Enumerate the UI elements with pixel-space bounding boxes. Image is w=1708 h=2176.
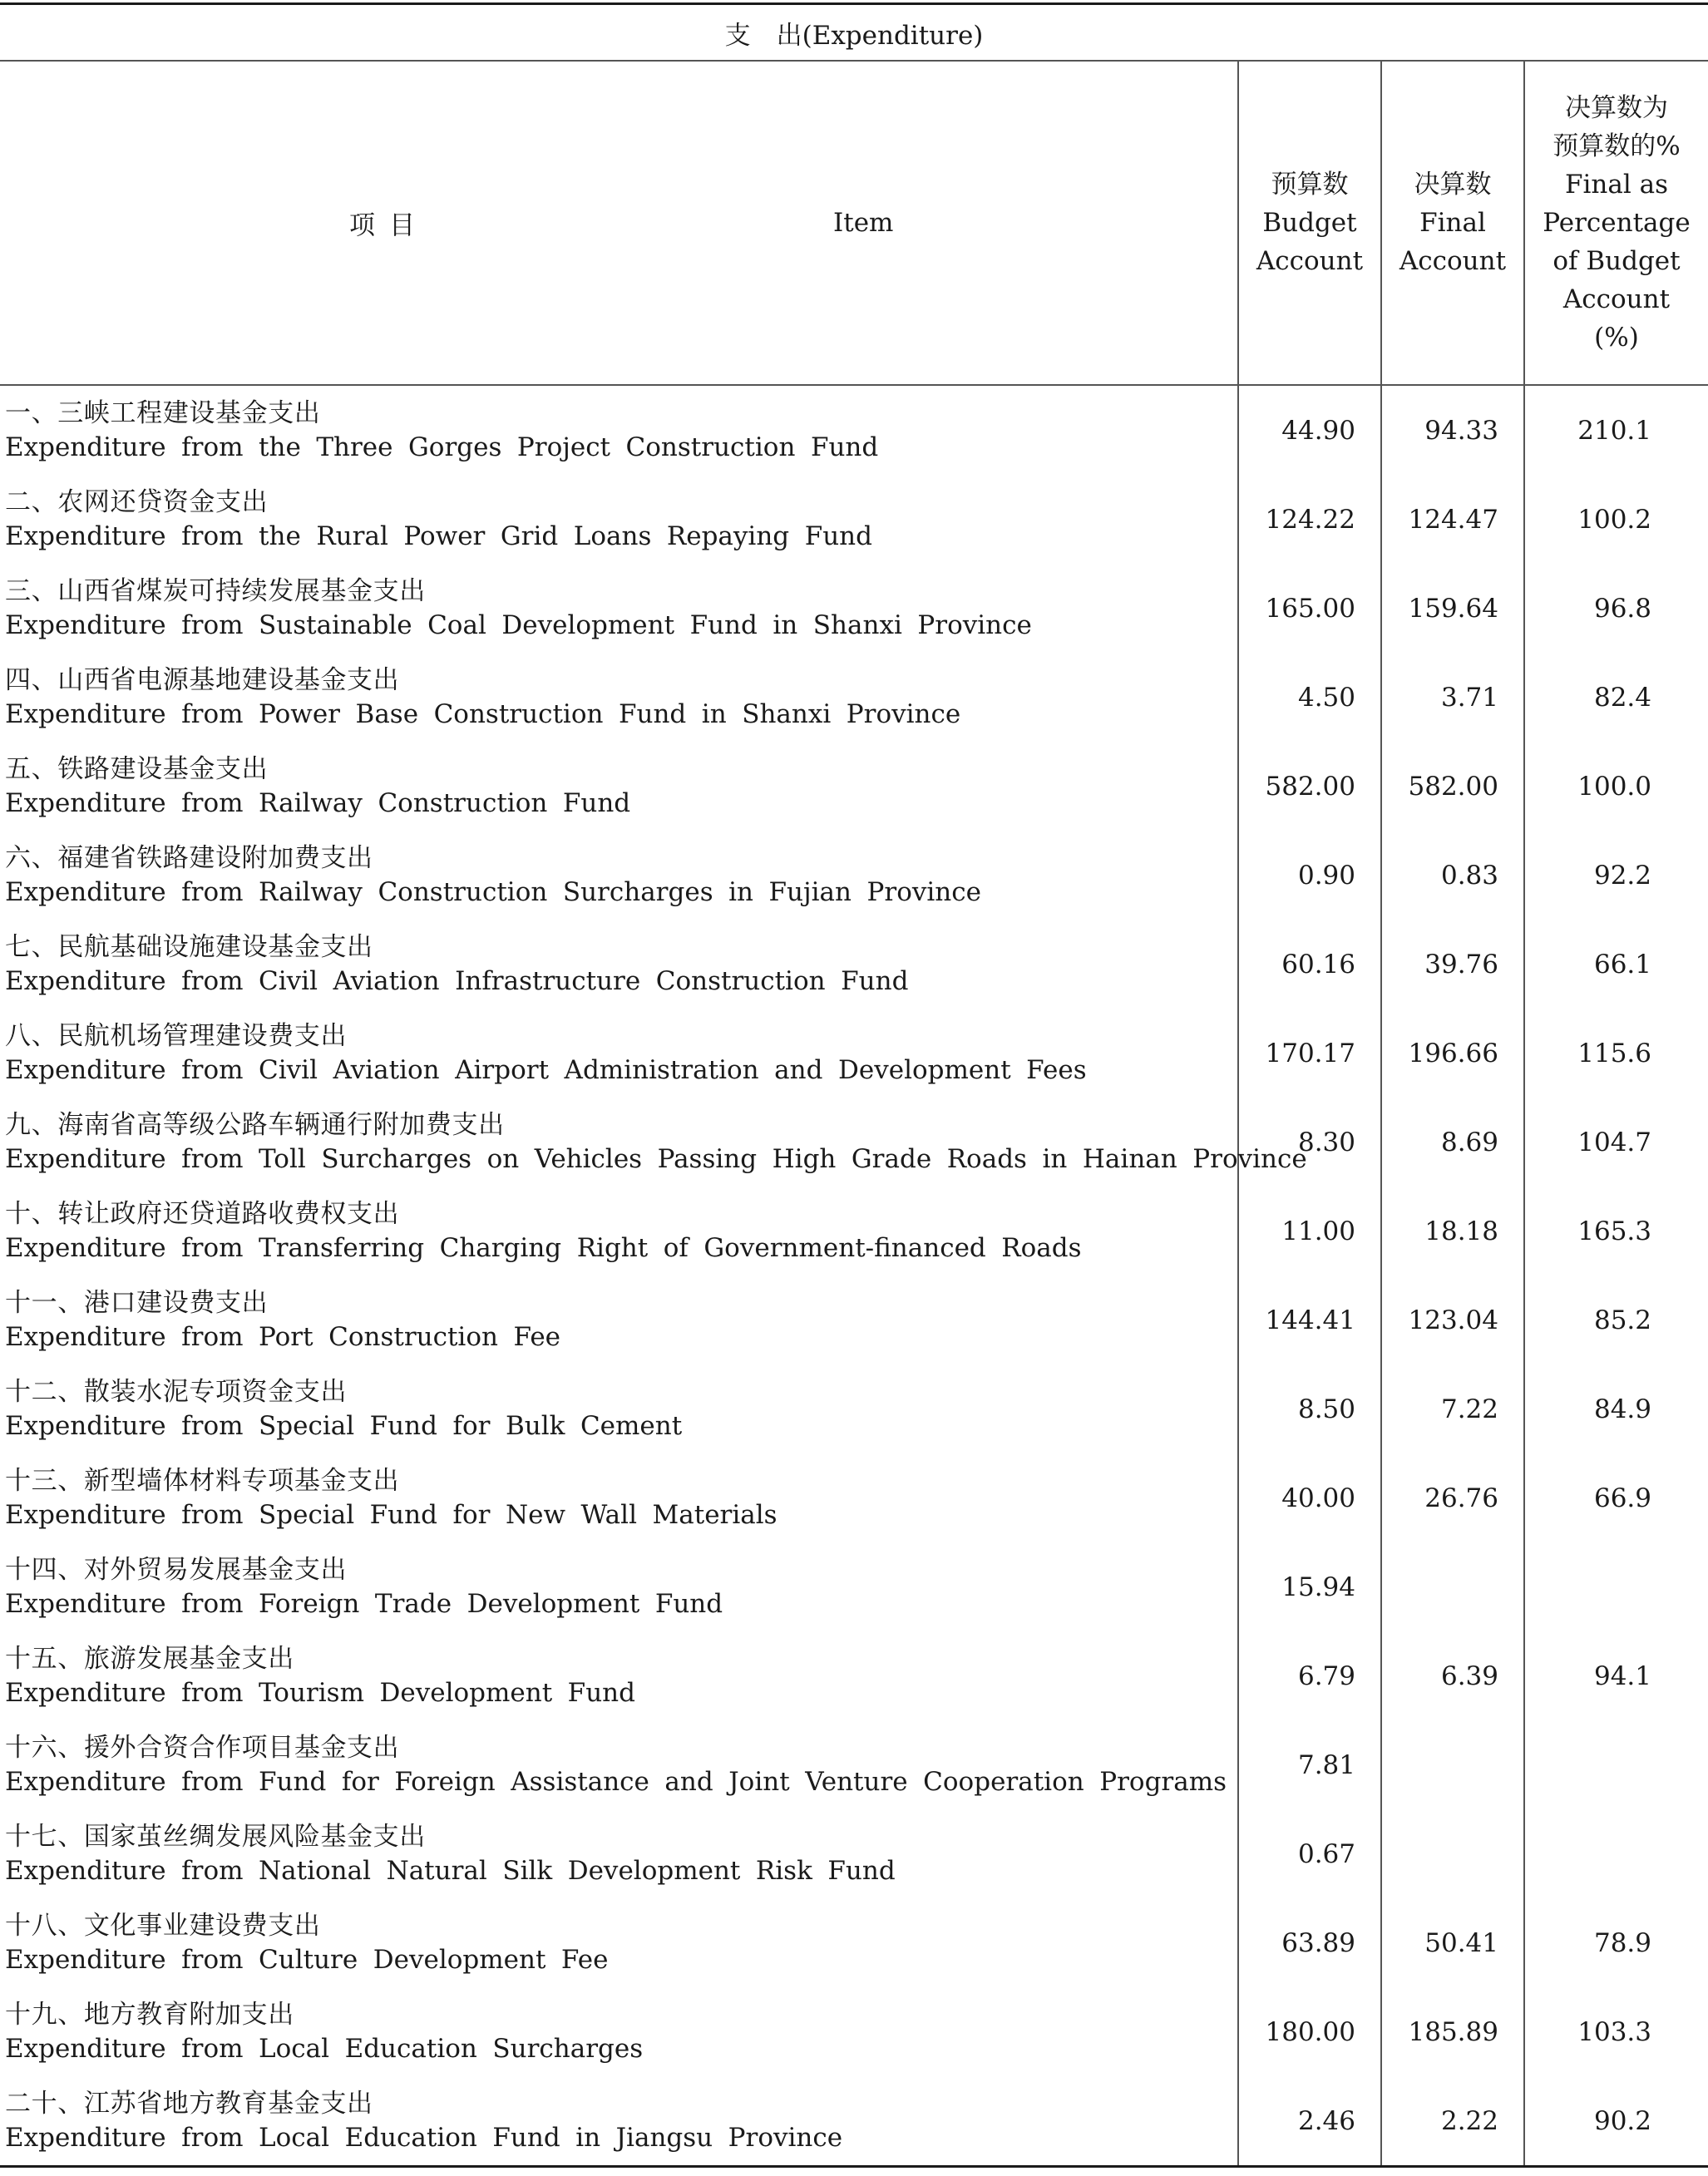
budget-cell: 15.94 xyxy=(1238,1542,1381,1631)
budget-header-en-1: Budget xyxy=(1262,208,1357,238)
item-name-en: Expenditure from the Three Gorges Project Construction Fund xyxy=(5,432,879,462)
percentage-cell: 92.2 xyxy=(1524,831,1708,920)
item-name-en: Expenditure from Foreign Trade Development Fund xyxy=(5,1588,723,1619)
item-cell xyxy=(0,831,1238,920)
final-cell xyxy=(1381,1542,1524,1631)
table-row xyxy=(0,1098,1708,1187)
item-name-zh: 九、海南省高等级公路车辆通行附加费支出 xyxy=(5,1109,505,1140)
pct-header-zh-2: 预算数的% xyxy=(1553,131,1681,161)
percentage-cell: 85.2 xyxy=(1524,1276,1708,1364)
budget-header-en-2: Account xyxy=(1256,246,1364,276)
percentage-cell: 210.1 xyxy=(1524,385,1708,475)
item-name-zh: 十二、散装水泥专项资金支出 xyxy=(5,1376,348,1407)
item-name-en: Expenditure from Fund for Foreign Assistance and Joint Venture Cooperation Programs xyxy=(5,1766,1227,1797)
item-name-zh: 十九、地方教育附加支出 xyxy=(5,1999,294,2030)
item-name-en: Expenditure from Railway Construction Fund xyxy=(5,787,631,818)
item-cell xyxy=(0,920,1238,1009)
percentage-cell: 84.9 xyxy=(1524,1364,1708,1453)
percentage-cell: 104.7 xyxy=(1524,1098,1708,1187)
final-cell: 8.69 xyxy=(1381,1098,1524,1187)
table-row xyxy=(0,1898,1708,1987)
item-cell xyxy=(0,1809,1238,1898)
item-name-en: Expenditure from Sustainable Coal Development Fund in Shanxi Province xyxy=(5,609,1032,640)
pct-header-zh-1: 决算数为 xyxy=(1565,93,1668,123)
item-name-en: Expenditure from Toll Surcharges on Vehicles Passing High Grade Roads in Hainan Province xyxy=(5,1143,1307,1174)
final-cell: 124.47 xyxy=(1381,475,1524,564)
item-name-zh: 二、农网还贷资金支出 xyxy=(5,486,269,517)
budget-cell: 170.17 xyxy=(1238,1009,1381,1098)
final-cell: 50.41 xyxy=(1381,1898,1524,1987)
final-cell: 582.00 xyxy=(1381,742,1524,831)
final-cell: 159.64 xyxy=(1381,564,1524,653)
table-row xyxy=(0,1009,1708,1098)
item-name-zh: 七、民航基础设施建设基金支出 xyxy=(5,931,373,962)
item-cell xyxy=(0,1276,1238,1364)
budget-cell: 11.00 xyxy=(1238,1187,1381,1276)
final-cell: 26.76 xyxy=(1381,1453,1524,1542)
final-header-en-2: Account xyxy=(1399,246,1507,276)
table-row xyxy=(0,564,1708,653)
item-name-en: Expenditure from Culture Development Fee xyxy=(5,1944,609,1975)
section-title: 支 出(Expenditure) xyxy=(0,4,1708,62)
item-name-en: Expenditure from Special Fund for Bulk Cement xyxy=(5,1410,683,1441)
budget-cell: 60.16 xyxy=(1238,920,1381,1009)
pct-header-en-4: Account xyxy=(1562,284,1671,314)
section-title-row xyxy=(0,4,1708,62)
percentage-cell xyxy=(1524,1720,1708,1809)
pct-header-en-1: Final as xyxy=(1564,170,1669,200)
column-header-row xyxy=(0,61,1708,385)
final-cell: 3.71 xyxy=(1381,653,1524,742)
pct-header-en-2: Percentage xyxy=(1543,208,1691,238)
budget-cell: 582.00 xyxy=(1238,742,1381,831)
final-cell: 18.18 xyxy=(1381,1187,1524,1276)
item-cell xyxy=(0,742,1238,831)
item-cell xyxy=(0,385,1238,475)
item-name-zh: 十六、援外合资合作项目基金支出 xyxy=(5,1732,400,1763)
item-name-zh: 二十、江苏省地方教育基金支出 xyxy=(5,2088,373,2119)
budget-cell: 0.90 xyxy=(1238,831,1381,920)
percentage-cell: 100.0 xyxy=(1524,742,1708,831)
item-name-en: Expenditure from Civil Aviation Infrastructure Construction Fund xyxy=(5,965,909,996)
table-body xyxy=(0,385,1708,2167)
budget-header-zh: 预算数 xyxy=(1271,170,1349,200)
table-row xyxy=(0,1720,1708,1809)
table-row xyxy=(0,920,1708,1009)
expenditure-table xyxy=(0,2,1708,2168)
table-row xyxy=(0,1542,1708,1631)
budget-cell: 144.41 xyxy=(1238,1276,1381,1364)
budget-cell: 6.79 xyxy=(1238,1631,1381,1720)
item-cell xyxy=(0,1364,1238,1453)
item-name-en: Expenditure from the Rural Power Grid Loans Repaying Fund xyxy=(5,521,872,551)
item-cell xyxy=(0,1631,1238,1720)
percentage-cell: 66.1 xyxy=(1524,920,1708,1009)
final-cell: 0.83 xyxy=(1381,831,1524,920)
item-name-en: Expenditure from Tourism Development Fund xyxy=(5,1677,635,1708)
item-header-en: Item xyxy=(833,208,894,238)
table-row xyxy=(0,1809,1708,1898)
percentage-cell: 82.4 xyxy=(1524,653,1708,742)
budget-cell: 4.50 xyxy=(1238,653,1381,742)
item-cell xyxy=(0,1542,1238,1631)
item-name-zh: 三、山西省煤炭可持续发展基金支出 xyxy=(5,575,426,606)
item-name-en: Expenditure from Local Education Surcharges xyxy=(5,2033,644,2064)
item-cell xyxy=(0,2076,1238,2167)
item-name-en: Expenditure from Special Fund for New Wall Materials xyxy=(5,1499,777,1530)
pct-header-en-3: of Budget xyxy=(1553,246,1681,276)
final-cell: 185.89 xyxy=(1381,1987,1524,2076)
item-name-zh: 六、福建省铁路建设附加费支出 xyxy=(5,842,373,873)
table-row xyxy=(0,385,1708,475)
item-cell xyxy=(0,1187,1238,1276)
table-row xyxy=(0,1987,1708,2076)
item-cell xyxy=(0,1009,1238,1098)
item-cell xyxy=(0,1098,1307,1187)
item-name-en: Expenditure from Transferring Charging Right of Government-financed Roads xyxy=(5,1232,1082,1263)
percentage-cell: 96.8 xyxy=(1524,564,1708,653)
table-row xyxy=(0,2076,1708,2167)
item-name-zh: 十八、文化事业建设费支出 xyxy=(5,1910,321,1941)
table-row xyxy=(0,1631,1708,1720)
table-row xyxy=(0,1187,1708,1276)
item-name-en: Expenditure from Local Education Fund in Jiangsu Province xyxy=(5,2122,843,2153)
table-row xyxy=(0,653,1708,742)
item-cell xyxy=(0,1453,1238,1542)
final-cell: 39.76 xyxy=(1381,920,1524,1009)
final-cell: 196.66 xyxy=(1381,1009,1524,1098)
item-cell xyxy=(0,1898,1238,1987)
item-name-zh: 十七、国家茧丝绸发展风险基金支出 xyxy=(5,1821,426,1852)
budget-cell: 124.22 xyxy=(1238,475,1381,564)
final-cell xyxy=(1381,1809,1524,1898)
percentage-cell xyxy=(1524,1542,1708,1631)
percentage-cell: 100.2 xyxy=(1524,475,1708,564)
final-cell: 7.22 xyxy=(1381,1364,1524,1453)
final-column-header xyxy=(1381,61,1524,385)
final-header-zh: 决算数 xyxy=(1414,170,1492,200)
final-cell: 123.04 xyxy=(1381,1276,1524,1364)
table-row xyxy=(0,831,1708,920)
budget-cell: 0.67 xyxy=(1238,1809,1381,1898)
item-cell xyxy=(0,1987,1238,2076)
budget-cell: 44.90 xyxy=(1238,385,1381,475)
budget-column-header xyxy=(1238,61,1381,385)
budget-cell: 40.00 xyxy=(1238,1453,1381,1542)
item-name-en: Expenditure from Civil Aviation Airport Administration and Development Fees xyxy=(5,1054,1087,1085)
percentage-cell: 78.9 xyxy=(1524,1898,1708,1987)
item-name-en: Expenditure from Port Construction Fee xyxy=(5,1321,561,1352)
final-cell: 6.39 xyxy=(1381,1631,1524,1720)
item-cell xyxy=(0,653,1238,742)
percentage-cell: 94.1 xyxy=(1524,1631,1708,1720)
table-row xyxy=(0,1276,1708,1364)
item-cell xyxy=(0,1720,1238,1809)
final-cell xyxy=(1381,1720,1524,1809)
pct-header-en-5: (%) xyxy=(1594,323,1639,353)
budget-cell: 8.30 xyxy=(1238,1098,1381,1187)
item-header-zh: 项目 xyxy=(349,210,430,241)
item-name-zh: 八、民航机场管理建设费支出 xyxy=(5,1020,348,1051)
item-name-zh: 十一、港口建设费支出 xyxy=(5,1287,269,1318)
percentage-cell: 103.3 xyxy=(1524,1987,1708,2076)
budget-cell: 165.00 xyxy=(1238,564,1381,653)
percentage-cell: 165.3 xyxy=(1524,1187,1708,1276)
item-name-zh: 十五、旅游发展基金支出 xyxy=(5,1643,294,1674)
table-row xyxy=(0,742,1708,831)
item-name-zh: 十四、对外贸易发展基金支出 xyxy=(5,1554,348,1585)
table-row xyxy=(0,475,1708,564)
table-row xyxy=(0,1364,1708,1453)
item-cell xyxy=(0,564,1238,653)
budget-cell: 7.81 xyxy=(1238,1720,1381,1809)
percentage-cell: 115.6 xyxy=(1524,1009,1708,1098)
budget-cell: 180.00 xyxy=(1238,1987,1381,2076)
item-column-header xyxy=(0,61,1238,385)
budget-cell: 63.89 xyxy=(1238,1898,1381,1987)
final-cell: 94.33 xyxy=(1381,385,1524,475)
item-name-en: Expenditure from National Natural Silk Development Risk Fund xyxy=(5,1855,896,1886)
item-name-en: Expenditure from Railway Construction Surcharges in Fujian Province xyxy=(5,876,981,907)
final-header-en-1: Final xyxy=(1419,208,1486,238)
percentage-column-header xyxy=(1524,61,1708,385)
table-row xyxy=(0,1453,1708,1542)
item-name-zh: 四、山西省电源基地建设基金支出 xyxy=(5,664,400,695)
item-name-en: Expenditure from Power Base Construction Fund in Shanxi Province xyxy=(5,698,961,729)
percentage-cell: 66.9 xyxy=(1524,1453,1708,1542)
budget-cell: 8.50 xyxy=(1238,1364,1381,1453)
item-cell xyxy=(0,475,1238,564)
final-cell: 2.22 xyxy=(1381,2076,1524,2167)
percentage-cell xyxy=(1524,1809,1708,1898)
item-name-zh: 五、铁路建设基金支出 xyxy=(5,753,269,784)
item-name-zh: 一、三峡工程建设基金支出 xyxy=(5,397,321,428)
percentage-cell: 90.2 xyxy=(1524,2076,1708,2167)
item-name-zh: 十三、新型墙体材料专项基金支出 xyxy=(5,1465,400,1496)
item-name-zh: 十、转让政府还贷道路收费权支出 xyxy=(5,1198,400,1229)
budget-cell: 2.46 xyxy=(1238,2076,1381,2167)
